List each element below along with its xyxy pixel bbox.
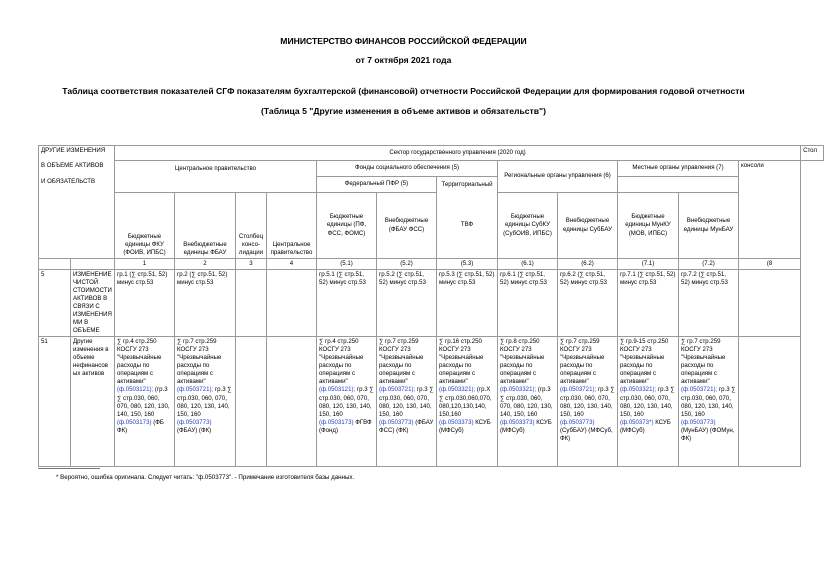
document-date: от 7 октября 2021 года bbox=[355, 55, 452, 65]
social-funds-header: Фонды социального обеспечения (5) bbox=[317, 161, 498, 177]
col-number: 3 bbox=[236, 259, 267, 270]
fed-pfr-header: Федеральный ПФР (5) bbox=[317, 177, 437, 193]
cell-text: гр.3 ∑ стр.030, 060, 070, 080, 120, 130, 140, 150, 160 bbox=[379, 386, 434, 418]
document-title: Таблица соответствия показателей СГФ показателям бухгалтерской (финансовой) отчетности Российской Федерации для формирования годовой отчетности bbox=[62, 86, 745, 96]
cell-text: (СубБАУ) (МФСуб, ФК) bbox=[560, 426, 613, 442]
local-header: Местные органы управления (7) bbox=[618, 161, 739, 177]
footnote: * Вероятно, ошибка оригинала. Следует читать: "ф.0503773". - Примечание изготовителя базы данных. bbox=[56, 474, 355, 481]
document-subtitle: (Таблица 5 "Другие изменения в объеме активов и обязательств") bbox=[261, 106, 546, 116]
form-reference: (ф.0503321); bbox=[500, 386, 537, 394]
form-reference: (ф.0503373) bbox=[439, 418, 474, 426]
col-number: (5.3) bbox=[437, 259, 498, 270]
table-cell bbox=[679, 337, 739, 467]
form-reference: (ф.0503721); bbox=[560, 386, 597, 394]
consolidation-spacer bbox=[739, 177, 801, 193]
cell-text: ∑ гр.7 стр.259 КОСГУ 273 "Чрезвычайные расходы по операциям с активами" bbox=[681, 338, 726, 386]
col-number: 1 bbox=[115, 259, 175, 270]
col-header-5-1: Бюджетные единицы (ПФ, ФСС, ФОМС) bbox=[317, 193, 377, 259]
col-number: 4 bbox=[267, 259, 317, 270]
ministry-heading: МИНИСТЕРСТВО ФИНАНСОВ РОССИЙСКОЙ ФЕДЕРАЦИИ bbox=[280, 36, 527, 46]
cell-text: гр.3 ∑ стр.030, 060, 070, 080, 120, 130, 140, 150, 160 bbox=[319, 386, 374, 418]
row-number: 51 bbox=[39, 337, 71, 467]
table-cell: гр.5.2 (∑ стр.51, 52) минус стр.53 bbox=[377, 270, 437, 337]
col-number: (7.2) bbox=[679, 259, 739, 270]
col-number: (5.1) bbox=[317, 259, 377, 270]
col-header-4: Центральное правительство bbox=[267, 193, 317, 259]
cell-text: (ФБАУ ФСС) (ФК) bbox=[379, 418, 434, 434]
header-row-2 bbox=[39, 161, 824, 177]
row-label: ИЗМЕНЕНИЕ ЧИСТОЙ СТОИМОСТИ АКТИВОВ В СВЯЗИ С ИЗМЕНЕНИЯМИ В ОБЪЕМЕ bbox=[71, 270, 115, 337]
col-number: (6.1) bbox=[498, 259, 558, 270]
table-cell bbox=[498, 337, 558, 467]
row-number: 5 bbox=[39, 270, 71, 337]
cell-text: (гр.Х ∑ стр.030,060,070, 080,120,130,140, 150,160 bbox=[439, 386, 492, 418]
form-reference: (ф.0503373) bbox=[500, 418, 535, 426]
footnote-divider bbox=[38, 468, 100, 469]
col-number: 2 bbox=[175, 259, 236, 270]
table-cell: гр.2 (∑ стр.51, 52) минус стр.53 bbox=[175, 270, 236, 337]
header-row-3 bbox=[39, 177, 824, 193]
col-header-2: Внебюджетные единицы ФБАУ bbox=[175, 193, 236, 259]
cell-text: гр.3 ∑ стр.030, 060, 070, 080, 120, 130, 140, 150, 160 bbox=[560, 386, 615, 418]
central-government-header: Центральное правительство bbox=[115, 161, 317, 177]
table-cell bbox=[115, 337, 175, 467]
cell-text: ∑ гр.16 стр.250 КОСГУ 273 "Чрезвычайные расходы по операциям с активами" bbox=[439, 338, 484, 386]
central-government-spacer bbox=[115, 177, 317, 193]
consolidation-header: консоли bbox=[739, 161, 801, 177]
header-row-1 bbox=[39, 146, 824, 161]
cell-text: КСУБ (МФСуб) bbox=[500, 418, 552, 434]
table-cell: гр.5.3 (∑ стр.51, 52) минус стр.53 bbox=[437, 270, 498, 337]
table-cell bbox=[175, 337, 236, 467]
col-number: (5.2) bbox=[377, 259, 437, 270]
col-header-5-3: ТВФ bbox=[437, 193, 498, 259]
table-cell: гр.6.1 (∑ стр.51, 52) минус стр.53 bbox=[498, 270, 558, 337]
row-header-blank bbox=[39, 193, 115, 259]
row-header-line-2: В ОБЪЕМЕ АКТИВОВ bbox=[39, 161, 115, 177]
form-reference: (ф.0503321); bbox=[439, 386, 476, 394]
table-cell bbox=[739, 337, 801, 467]
row-label: Другие изменения в объеме нефинансовых активов bbox=[71, 337, 115, 467]
col-number: (7.1) bbox=[618, 259, 679, 270]
cell-text: (гр.3 ∑ стр.030, 060, 070, 080, 120, 130, 140, 150, 160 bbox=[117, 386, 170, 418]
cell-text: ∑ гр.4 стр.250 КОСГУ 273 "Чрезвычайные расходы по операциям с активами" bbox=[319, 338, 364, 386]
form-reference: (ф.0503321); bbox=[620, 386, 657, 394]
table-cell bbox=[739, 270, 801, 337]
table-cell bbox=[236, 270, 267, 337]
col-number-blank-2 bbox=[71, 259, 115, 270]
cell-text: ∑ гр.7 стр.259 КОСГУ 273 "Чрезвычайные расходы по операциям с активами" bbox=[177, 338, 222, 386]
cell-text: гр.3 ∑ стр.030, 060, 070, 080, 120, 130, 140, 150, 160 bbox=[177, 386, 232, 418]
form-reference: (ф.0503721); bbox=[177, 386, 214, 394]
territorial-header: Территориальный bbox=[437, 177, 498, 193]
cell-text: ∑ гр.7 стр.259 КОСГУ 273 "Чрезвычайные расходы по операциям с активами" bbox=[379, 338, 424, 386]
cell-text: ФГВФ (Фонд) bbox=[319, 418, 372, 434]
col-number: (8 bbox=[739, 259, 801, 270]
cell-text: (ФБ ФК) bbox=[117, 418, 164, 434]
table-cell: гр.5.1 (∑ стр.51, 52) минус стр.53 bbox=[317, 270, 377, 337]
col-header-5-2: Внебюджетные (ФБАУ ФСС) bbox=[377, 193, 437, 259]
column-number-row bbox=[39, 259, 824, 270]
form-reference: (ф.050373*) bbox=[620, 418, 654, 426]
cell-text: гр.3 ∑ стр.030, 060, 070, 080, 120, 130, 140, 150, 160 bbox=[681, 386, 736, 418]
cell-text: КСУБ (МФСуб) bbox=[439, 418, 491, 434]
regional-header: Региональные органы управления (6) bbox=[498, 161, 618, 193]
table-cell bbox=[558, 337, 618, 467]
cell-text: ∑ гр.9-15 стр.250 КОСГУ 273 "Чрезвычайные расходы по операциям с активами" bbox=[620, 338, 669, 386]
form-reference: (ф.0503173) bbox=[117, 418, 152, 426]
table-cell bbox=[317, 337, 377, 467]
table-cell bbox=[377, 337, 437, 467]
table-cell bbox=[267, 270, 317, 337]
table-cell bbox=[618, 337, 679, 467]
sector-header: Сектор государственного управления (2020 год) bbox=[115, 146, 801, 161]
cell-text: ∑ гр.4 стр.250 КОСГУ 273 "Чрезвычайные расходы по операциям с активами" bbox=[117, 338, 162, 386]
form-reference: (ф.0503773) bbox=[379, 418, 414, 426]
cell-text: КСУБ (МФСуб) bbox=[620, 418, 671, 434]
form-reference: (ф.0503721); bbox=[681, 386, 718, 394]
form-reference: (ф.0503773) bbox=[681, 418, 716, 426]
table-cell: гр.6.2 (∑ стр.51, 52) минус стр.53 bbox=[558, 270, 618, 337]
row-header-line-3: И ОБЯЗАТЕЛЬСТВ bbox=[39, 177, 115, 193]
correspondence-table-viewport bbox=[38, 145, 817, 466]
form-reference: (ф.0503121); bbox=[319, 386, 356, 394]
cell-text: ∑ гр.8 стр.250 КОСГУ 273 "Чрезвычайные расходы по операциям с активами" bbox=[500, 338, 545, 386]
col-header-3: Столбец консо-лидации bbox=[236, 193, 267, 259]
correspondence-table bbox=[38, 145, 824, 467]
form-reference: (ф.0503121); bbox=[117, 386, 154, 394]
col-header-8 bbox=[739, 193, 801, 259]
sector-next-header: Стол bbox=[801, 146, 824, 161]
table-cell: гр.1 (∑ стр.51, 52) минус стр.53 bbox=[115, 270, 175, 337]
row-header-line-1: ДРУГИЕ ИЗМЕНЕНИЯ bbox=[39, 146, 115, 161]
col-header-1: Бюджетные единицы ФКУ (ФОИВ, ИПБС) bbox=[115, 193, 175, 259]
header-row-4 bbox=[39, 193, 824, 259]
col-header-6-1: Бюджетные единицы СубКУ (СубОИВ, ИПБС) bbox=[498, 193, 558, 259]
col-header-7-2: Внебюджетные единицы МунБАУ bbox=[679, 193, 739, 259]
cell-text: ∑ гр.7 стр.259 КОСГУ 273 "Чрезвычайные расходы по операциям с активами" bbox=[560, 338, 605, 386]
form-reference: (ф.0503773) bbox=[177, 418, 212, 426]
table-cell: гр.7.2 (∑ стр.51, 52) минус стр.53 bbox=[679, 270, 739, 337]
cell-text: (гр.3 ∑ стр.030, 060, 070, 080, 120, 130, 140, 150, 160 bbox=[500, 386, 553, 418]
col-header-7-1: Бюджетные единицы МунКУ (МОВ, ИПБС) bbox=[618, 193, 679, 259]
table-cell: гр.7.1 (∑ стр.51, 52) минус стр.53 bbox=[618, 270, 679, 337]
cell-text: гр.3 ∑ стр.030, 060, 070, 080, 120, 130, 140, 150, 160 bbox=[620, 386, 675, 418]
local-spacer bbox=[618, 177, 739, 193]
table-cell bbox=[236, 337, 267, 467]
form-reference: (ф.0503773) bbox=[560, 418, 595, 426]
form-reference: (ф.0503173) bbox=[319, 418, 354, 426]
col-number-blank-1 bbox=[39, 259, 71, 270]
form-reference: (ф.0503721); bbox=[379, 386, 416, 394]
table-cell bbox=[267, 337, 317, 467]
cell-text: (МунБАУ) (ФОМун, ФК) bbox=[681, 426, 735, 442]
col-number: (6.2) bbox=[558, 259, 618, 270]
table-cell bbox=[437, 337, 498, 467]
table-row bbox=[39, 270, 824, 337]
cell-text: (ФБАУ) (ФК) bbox=[177, 426, 212, 434]
table-row bbox=[39, 337, 824, 467]
col-header-6-2: Внебюджетные единицы СубБАУ bbox=[558, 193, 618, 259]
